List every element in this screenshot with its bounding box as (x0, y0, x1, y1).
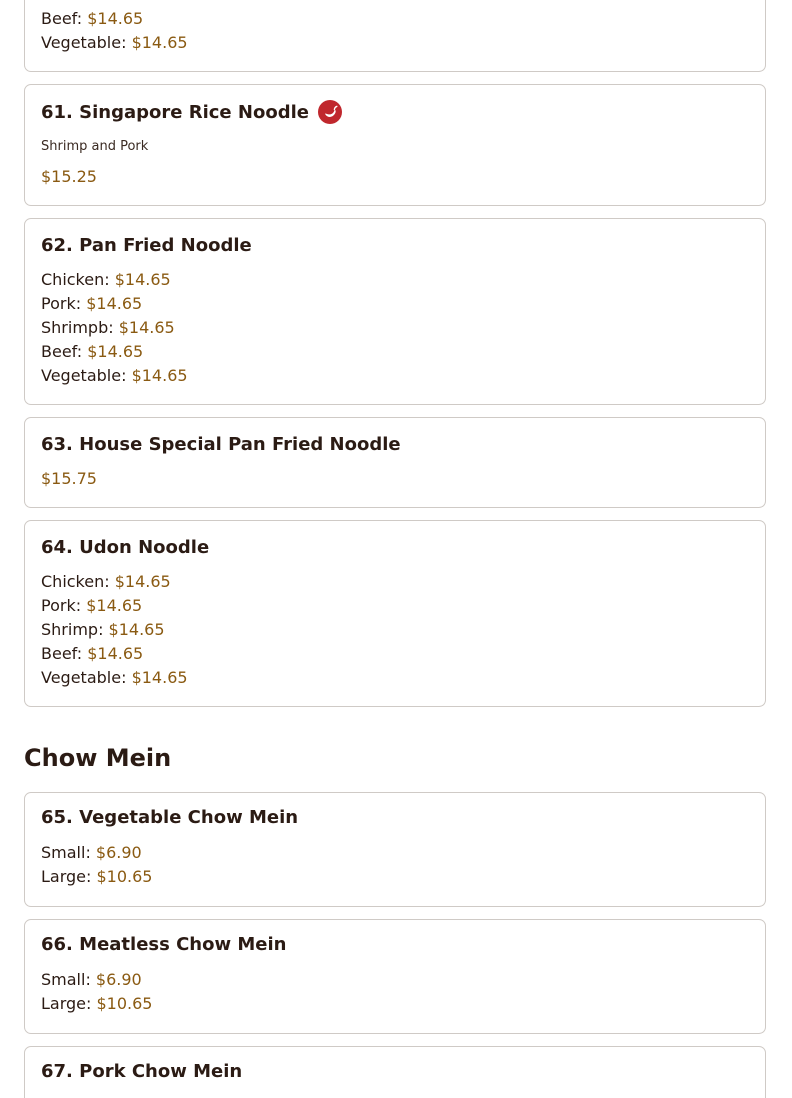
variant-price: $10.65 (96, 867, 153, 886)
variant-label: Pork: (41, 294, 82, 313)
variant-price: $14.65 (108, 620, 165, 639)
item-title-text: 61. Singapore Rice Noodle (41, 101, 309, 123)
variant-price-list (41, 268, 188, 388)
variant-label: Beef: (41, 9, 83, 28)
variant-price-list (41, 570, 188, 690)
item-title (41, 807, 298, 828)
variant-row (41, 594, 188, 618)
variant-price: $6.90 (95, 970, 142, 989)
variant-price: $14.65 (131, 33, 188, 52)
variant-label: Large: (41, 994, 92, 1013)
variant-label: Vegetable: (41, 366, 127, 385)
variant-price: $14.65 (114, 572, 171, 591)
item-title (41, 434, 401, 455)
variant-row (41, 340, 188, 364)
item-title-text: 62. Pan Fried Noodle (41, 235, 252, 256)
variant-price-list (41, 7, 188, 55)
variant-label: Beef: (41, 644, 83, 663)
variant-price-list (41, 467, 97, 491)
variant-row (41, 570, 188, 594)
variant-price: $14.65 (87, 644, 144, 663)
item-title-text: 65. Vegetable Chow Mein (41, 807, 299, 828)
spicy-pepper-icon (318, 100, 342, 124)
item-title (41, 235, 252, 256)
item-title-text: 67. Pork Chow Mein (41, 1061, 243, 1082)
variant-row (41, 968, 152, 992)
variant-label: Pork: (41, 596, 82, 615)
item-price: $15.75 (41, 469, 97, 488)
variant-label: Large: (41, 867, 92, 886)
variant-row (41, 7, 188, 31)
item-title-text: 66. Meatless Chow Mein (41, 934, 287, 955)
variant-price-list (41, 968, 152, 1016)
item-description: Shrimp and Pork (41, 139, 149, 154)
variant-price: $14.65 (86, 294, 143, 313)
variant-row (41, 992, 152, 1016)
item-title (41, 537, 209, 558)
variant-price: $6.90 (95, 843, 142, 862)
variant-label: Shrimpb: (41, 318, 114, 337)
item-title (41, 100, 342, 124)
menu-item-card-63 (24, 417, 766, 508)
variant-label: Small: (41, 970, 91, 989)
variant-price-list (41, 165, 97, 189)
variant-price: $14.65 (131, 668, 188, 687)
menu-item-card-64 (24, 520, 766, 707)
variant-label: Chicken: (41, 270, 110, 289)
menu-item-card-partial (24, 0, 766, 72)
variant-label: Chicken: (41, 572, 110, 591)
variant-price: $14.65 (114, 270, 171, 289)
variant-price: $10.65 (96, 994, 153, 1013)
variant-row (41, 31, 188, 55)
menu-item-card-67 (24, 1046, 766, 1098)
variant-price: $14.65 (87, 9, 144, 28)
variant-label: Shrimp: (41, 620, 104, 639)
variant-row (41, 316, 188, 340)
variant-price: $14.65 (118, 318, 175, 337)
item-title (41, 1061, 242, 1082)
item-title (41, 934, 287, 955)
variant-row (41, 268, 188, 292)
variant-row (41, 292, 188, 316)
variant-row (41, 618, 188, 642)
variant-row (41, 841, 152, 865)
variant-row (41, 666, 188, 690)
variant-label: Vegetable: (41, 668, 127, 687)
variant-row (41, 642, 188, 666)
variant-price-list (41, 841, 152, 889)
item-title-text: 63. House Special Pan Fried Noodle (41, 434, 401, 455)
menu-item-card-65 (24, 792, 766, 907)
item-price: $15.25 (41, 167, 97, 186)
variant-price: $14.65 (86, 596, 143, 615)
single-price-row (41, 165, 97, 189)
variant-label: Vegetable: (41, 33, 127, 52)
variant-price: $14.65 (131, 366, 188, 385)
variant-label: Small: (41, 843, 91, 862)
item-title-text: 64. Udon Noodle (41, 537, 210, 558)
variant-label: Beef: (41, 342, 83, 361)
menu-item-card-61 (24, 84, 766, 206)
single-price-row (41, 467, 97, 491)
menu-item-card-62 (24, 218, 766, 405)
variant-row (41, 865, 152, 889)
variant-row (41, 364, 188, 388)
section-title-chow-mein: Chow Mein (24, 744, 172, 772)
variant-price: $14.65 (87, 342, 144, 361)
menu-item-card-66 (24, 919, 766, 1034)
